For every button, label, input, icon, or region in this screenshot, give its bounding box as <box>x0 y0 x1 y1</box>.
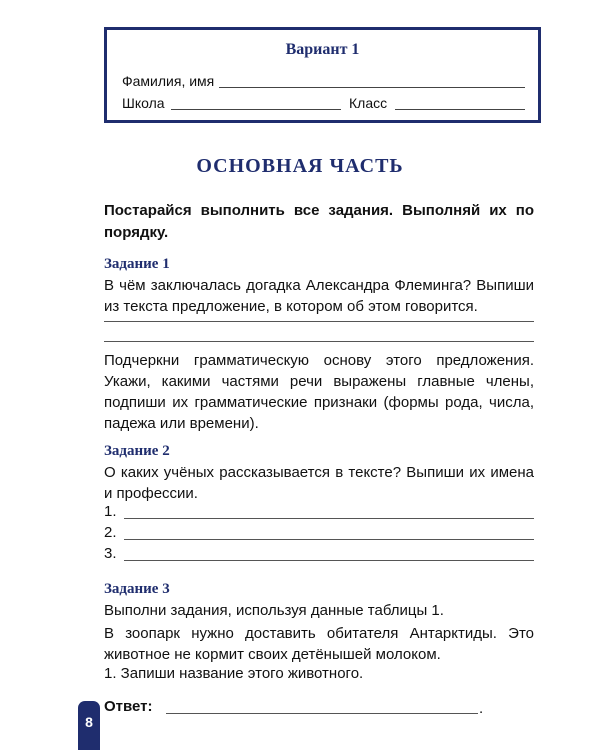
surname-label: Фамилия, имя <box>122 73 215 89</box>
section-title: ОСНОВНАЯ ЧАСТЬ <box>196 155 404 177</box>
school-field[interactable] <box>171 109 341 110</box>
task3-heading: Задание 3 <box>104 581 170 597</box>
task3-line2: В зоопарк нужно доставить обитателя Антарктиды. Это животное не кормит своих детёнышей молоком. <box>104 625 534 663</box>
task2-item-number: 1. <box>104 503 117 520</box>
task3-line3: 1. Запиши название этого животного. <box>104 665 364 682</box>
task2-answer-line-2[interactable] <box>124 539 534 540</box>
variant-title: Вариант 1 <box>285 41 360 58</box>
task1-instruction: Подчеркни грамматическую основу этого предложения. Укажи, какими частями речи выражены главные члены, подпиши их грамматические признаки (формы рода, числа, падежа или времени). <box>104 352 534 432</box>
task2-item-number: 2. <box>104 524 117 541</box>
class-field[interactable] <box>395 109 525 110</box>
task2-question: О каких учёных рассказывается в тексте? Выпиши их имена и профессии. <box>104 464 534 502</box>
surname-field[interactable] <box>219 87 525 88</box>
task1-answer-line-2[interactable] <box>104 341 534 342</box>
answer-label: Ответ: <box>104 698 153 715</box>
task2-heading: Задание 2 <box>104 443 170 459</box>
task1-question: В чём заключалась догадка Александра Флеминга? Выпиши из текста предложение, в котором об этом говорится. <box>104 277 534 315</box>
answer-end-dot: . <box>479 700 484 717</box>
task2-answer-line-1[interactable] <box>124 518 534 519</box>
task1-heading: Задание 1 <box>104 256 170 272</box>
intro-text: Постарайся выполнить все задания. Выполняй их по порядку. <box>104 202 534 241</box>
page-number: 8 <box>78 701 100 750</box>
student-info-box <box>104 27 541 123</box>
answer-field[interactable] <box>166 713 478 714</box>
task1-answer-line-1[interactable] <box>104 321 534 322</box>
task3-line1: Выполни задания, используя данные таблицы 1. <box>104 602 444 619</box>
task2-answer-line-3[interactable] <box>124 560 534 561</box>
task2-item-number: 3. <box>104 545 117 562</box>
class-label: Класс <box>349 95 388 111</box>
school-label: Школа <box>122 95 165 111</box>
